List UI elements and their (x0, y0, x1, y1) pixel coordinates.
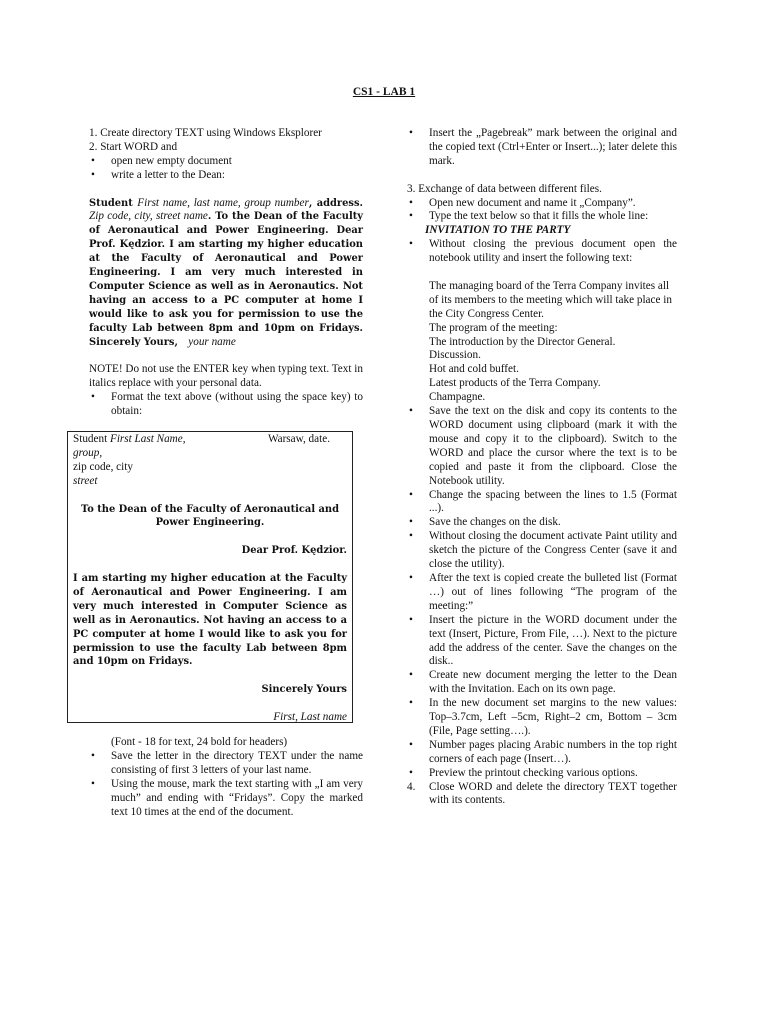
invitation-heading: INVITATION TO THE PARTY (425, 224, 571, 237)
bullet-icon: • (91, 391, 95, 404)
list-item: • Save the text on the disk and copy its contents to the WORD document using clipboard (mark it with the mouse and copy it to the clipboard). Switch to the WORD and place the cursor where the text is to be copied and paste it from the clipboard. Close the Notebook utility. (409, 405, 677, 487)
list-item: • After the text is copied create the bulleted list (Format …) out of lines following “The program of the meeting:” (409, 571, 677, 612)
bullet-icon: • (409, 238, 413, 251)
list-item: • Insert the „Pagebreak” mark between the original and the copied text (Ctrl+Enter or Insert...); later delete this mark. (409, 127, 677, 167)
step-3: 3. Exchange of data between different files. (407, 182, 602, 195)
letter-closing: Sincerely Yours (261, 684, 347, 696)
letter-street: street (73, 474, 98, 487)
program-line: Hot and cold buffet. (429, 363, 519, 376)
list-item: • Change the spacing between the lines to 1.5 (Format ...). (409, 488, 677, 515)
letter-greeting: Dear Prof. Kędzior. (241, 545, 347, 557)
bullet-icon: • (91, 168, 95, 181)
font-note: (Font - 18 for text, 24 bold for headers) (111, 736, 288, 748)
letter-draft: Student First name, last name, group number, address. Zip code, city, street name. To the Dean of the Faculty of Aeronautical and Power Engineering. Dear Prof. Kędzior. I am starting my higher education at the Faculty of Aeronautical and Power Engineering. I am very much interested in Computer Science as well as in Aeronautics. Not having an access to a PC computer at home I would like to ask you for permission to use the faculty Lab between 8pm and 10pm on Fridays. Sincerely Yours, your name (89, 196, 363, 348)
bullet-icon: • (409, 697, 413, 710)
bullet-icon: • (409, 196, 413, 209)
bullet-icon: • (409, 669, 413, 682)
list-item: • open new empty document (91, 154, 232, 167)
step-1: 1. Create directory TEXT using Windows Eksplorer (89, 127, 322, 139)
step-4-number: 4. (407, 780, 416, 793)
bullet-icon: • (409, 766, 413, 779)
letter-group: group, (73, 446, 103, 459)
bullet-icon: • (409, 488, 413, 501)
bullet-icon: • (409, 613, 413, 626)
left-column (73, 127, 363, 819)
list-item: • Type the text below so that it fills the whole line: (409, 210, 649, 223)
bullet-icon: • (409, 516, 413, 529)
list-item: • Number pages placing Arabic numbers in the top right corners of each page (Insert…). (409, 738, 677, 765)
list-item: • Save the changes on the disk. (409, 516, 561, 529)
bullet-icon: • (91, 154, 95, 167)
list-item: • Without closing the previous document open the notebook utility and insert the following text: (409, 238, 677, 265)
list-item: • In the new document set margins to the new values: Top–3.7cm, Left –5cm, Right–2 cm, Bottom – 3cm (File, Page setting….). (409, 697, 677, 737)
right-column (407, 127, 677, 808)
list-item: • Open new document and name it „Company”. (409, 196, 636, 209)
step-2: 2. Start WORD and (89, 140, 178, 153)
list-item: • Without closing the document activate Paint utility and sketch the picture of the Congress Center (save it and close the utility). (409, 530, 677, 571)
list-item: • Save the letter in the directory TEXT under the name consisting of first 3 letters of your last name. (91, 749, 363, 776)
bullet-icon: • (91, 777, 95, 790)
list-item: • Using the mouse, mark the text starting with „I am very much” and ending with “Fridays”. Copy the marked text 10 times at the end of the document. (91, 777, 363, 818)
letter-body: I am starting my higher education at the Faculty of Aeronautical and Power Engineering. I am very much interested in Computer Science as well as in Aeronautics. Not having an access to a PC computer at home I would like to ask you for permission to use the faculty Lab between 8pm and 10pm on Fridays. (73, 573, 347, 668)
program-line: Discussion. (429, 349, 481, 362)
formatted-letter-box (67, 431, 353, 723)
list-item: • Create new document merging the letter to the Dean with the Invitation. Each on its own page. (409, 669, 677, 696)
party-text: The managing board of the Terra Company invites all of its members to the meeting which will take place in the City Congress Center. (429, 279, 672, 320)
bullet-icon: • (409, 210, 413, 223)
letter-zip: zip code, city (73, 460, 133, 473)
letter-student: Student First Last Name, (73, 433, 186, 445)
bullet-icon: • (409, 738, 413, 751)
program-line: The program of the meeting: (429, 321, 558, 334)
list-item: • Preview the printout checking various options. (409, 766, 638, 779)
letter-place-date: Warsaw, date. (267, 433, 330, 445)
note-text: NOTE! Do not use the ENTER key when typing text. Text in italics replace with your personal data. (89, 363, 363, 390)
letter-to-dean: To the Dean of the Faculty of Aeronautical and Power Engineering. (80, 503, 339, 529)
letter-signature: First, Last name (273, 711, 347, 724)
page-title: CS1 - LAB 1 (352, 86, 416, 98)
bullet-icon: • (409, 405, 413, 418)
list-item: • write a letter to the Dean: (91, 168, 225, 181)
bullet-icon: • (409, 530, 413, 543)
program-line: The introduction by the Director General. (429, 335, 616, 348)
bullet-icon: • (91, 749, 95, 762)
bullet-icon: • (409, 127, 413, 139)
program-line: Latest products of the Terra Company. (429, 377, 601, 390)
list-item: • Insert the picture in the WORD document under the text (Insert, Picture, From File, …). Next to the picture add the address of the center. Save the changes on the disk.. (409, 613, 677, 668)
list-item: 4. Close WORD and delete the directory TEXT together with its contents. (407, 780, 677, 807)
program-line: Champagne. (429, 391, 486, 404)
bullet-icon: • (409, 571, 413, 584)
list-item: • Format the text above (without using the space key) to obtain: (91, 391, 363, 418)
